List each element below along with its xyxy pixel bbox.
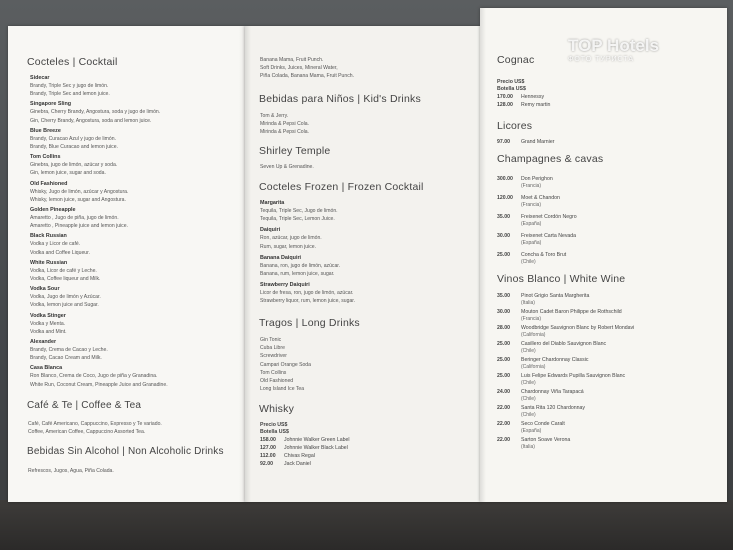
cocktail-description: Gin, Cherry Brandy, Angostura, soda and lemon juice.	[30, 117, 152, 124]
sin-alcohol-line: Refrescos, Jugos, Agua, Piña Colada.	[28, 468, 114, 474]
cocktail-item	[30, 127, 168, 151]
frozen-list	[260, 199, 355, 309]
origin: (Chile)	[521, 380, 536, 386]
whisky-item	[260, 444, 350, 452]
long-drink-item: Old Fashioned	[260, 378, 294, 385]
cocktail-description: Ron Blanco, Crema de Coco, Jugo de piña y Granadina.	[30, 373, 158, 380]
price: 35.00	[497, 214, 510, 220]
wine-item-row	[497, 340, 634, 348]
price: 300.00	[497, 176, 513, 182]
cocktail-name: Blue Breeze	[30, 127, 61, 134]
kids-line: Tom & Jerry.	[260, 113, 289, 119]
cocktail-description: Vodka y Licor de café.	[30, 241, 81, 248]
cocktail-description: White Run, Coconut Cream, Pineapple Juice and Granadine.	[30, 381, 168, 388]
champagne-item-row	[497, 194, 577, 202]
item-label: Sarton Soave Verona	[521, 437, 571, 443]
kids-line: Mirinda & Pepsi Cola.	[260, 121, 309, 128]
long-drink-item: Gin Tonic	[260, 337, 282, 343]
champagne-item-row	[497, 213, 577, 221]
whisky-item-row	[260, 436, 350, 444]
price: 22.00	[497, 405, 510, 411]
champagne-item-row	[497, 232, 577, 240]
whisky-item-row	[260, 444, 350, 452]
cocktail-item	[30, 180, 168, 204]
cocktail-description: Amaretto , Jugo de piña, jugo de limón.	[30, 215, 119, 222]
cocktail-name: Vodka Stinger	[30, 312, 66, 319]
cocktail-name: Sidecar	[30, 75, 50, 81]
origin: (Chile)	[521, 348, 536, 354]
cocktail-list	[30, 74, 168, 391]
origin: (Italia)	[521, 444, 535, 450]
frozen-description: Licor de fresa, ron, jugo de limón, azúcar.	[260, 290, 354, 297]
item-label: Woodbridge Sauvignon Blanc by Robert Mondavi	[521, 325, 635, 331]
price: 97.00	[497, 139, 510, 145]
price: 24.00	[497, 389, 510, 395]
price: 120.00	[497, 195, 513, 201]
price-header: Precio US$	[260, 422, 288, 428]
price: 92.00	[260, 461, 273, 467]
item-label: Seco Conde Caralt	[521, 421, 565, 427]
wine-item-row	[497, 324, 634, 332]
cocktail-description: Brandy, Crema de Cacao y Leche.	[30, 347, 108, 354]
top-line: Piña Colada, Banana Mama, Fruit Punch.	[260, 73, 355, 80]
champagne-item	[497, 213, 577, 228]
item-label: Concha & Toro Brut	[521, 252, 567, 258]
item-label: Beringer Chardonnay Classic	[521, 357, 589, 363]
cocktail-description: Vodka and Mint.	[30, 328, 67, 335]
origin: (Chile)	[521, 412, 536, 418]
cocktail-name: Old Fashioned	[30, 180, 68, 187]
cocktail-item	[30, 364, 168, 388]
origin: (California)	[521, 332, 546, 338]
item-label: Chivas Regal	[284, 453, 315, 459]
whisky-title: Whisky	[259, 403, 295, 415]
cafe-line: Coffee, American Coffee, Cappuccino Assorted Tea.	[28, 429, 146, 436]
price: 35.00	[497, 293, 510, 299]
long-drink-item: Tom Collins	[260, 369, 287, 376]
item-label: Luis Felipe Edwards Pupilla Sauvignon Blanc	[521, 373, 626, 379]
top-lines	[260, 56, 354, 81]
item-label: Hennessy	[521, 94, 545, 100]
licor-item-row	[497, 138, 554, 146]
item-label: Mouton Cadet Baron Philippe de Rothschild	[521, 309, 622, 315]
frozen-name: Banana Daiquiri	[260, 254, 302, 261]
item-label: Santa Rita 120 Chardonnay	[521, 405, 586, 411]
champagnes-list	[497, 175, 577, 270]
licores-list	[497, 138, 554, 146]
item-label: Grand Marnier	[521, 139, 555, 145]
price: 30.00	[497, 233, 510, 239]
cognac-header	[497, 79, 526, 93]
bottle-header: Botella US$	[497, 86, 526, 92]
price: 25.00	[497, 341, 510, 347]
kids-title: Bebidas para Niños | Kid's Drinks	[259, 93, 421, 105]
bottle-header: Botella US$	[260, 429, 289, 435]
frozen-description: Tequila, Triple Sec, Lemon Juice.	[260, 216, 335, 223]
cocktail-description: Whisky, Jugo de limón, azúcar y Angostura.	[30, 188, 129, 195]
cocktail-description: Amaretto , Pineapple juice and lemon juice.	[30, 223, 128, 230]
cocteles-title: Cocteles | Cocktail	[27, 56, 118, 68]
table-edge	[0, 500, 733, 550]
item-label: Pinot Grigio Santa Margherita	[521, 293, 590, 299]
price: 30.00	[497, 309, 510, 315]
item-label: Moet & Chandon	[521, 195, 560, 201]
cocktail-item	[30, 206, 168, 230]
watermark-main: TOP Hotels	[568, 36, 660, 55]
price: 170.00	[497, 94, 513, 100]
whisky-item-row	[260, 460, 350, 468]
price: 25.00	[497, 357, 510, 363]
wine-item	[497, 420, 634, 435]
long-drink-item: Campari Orange Soda	[260, 361, 311, 368]
wine-item	[497, 324, 634, 339]
origin: (Francia)	[521, 183, 542, 189]
frozen-description: Tequila, Triple Sec, Jugo de limón.	[260, 208, 338, 214]
cocktail-description: Brandy, Cacao Cream and Milk.	[30, 355, 102, 362]
cocktail-name: Casa Blanca	[30, 365, 63, 372]
cocktail-description: Vodka, lemon juice and Sugar.	[30, 302, 99, 309]
whisky-list	[260, 436, 350, 468]
menu-panel-middle	[245, 26, 480, 502]
frozen-description: Strawberry liquor, rum, lemon juice, sugar.	[260, 298, 356, 305]
cognac-item-row	[497, 93, 550, 101]
wine-item	[497, 436, 634, 451]
cocktail-description: Brandy, Triple Sec and lemon juice.	[30, 91, 110, 98]
price: 112.00	[260, 453, 276, 459]
cocktail-name: Tom Collins	[30, 154, 61, 161]
origin: (España)	[521, 240, 542, 246]
price: 128.00	[497, 102, 513, 108]
frozen-name: Margarita	[260, 200, 285, 206]
origin: (Francia)	[521, 202, 542, 208]
frozen-name: Daiquiri	[260, 227, 281, 234]
cocktail-item	[30, 100, 168, 124]
item-label: Remy martin	[521, 102, 551, 108]
origin: (España)	[521, 221, 542, 227]
whisky-header	[260, 422, 289, 436]
item-label: Chardonnay Viña Tarapacá	[521, 389, 584, 395]
licor-item	[497, 138, 554, 146]
item-label: Johnnie Walker Green Label	[284, 437, 350, 443]
cocktail-description: Ginebra, Cherry Brandy, Angostura, soda y jugo de limón.	[30, 109, 161, 116]
cocktail-item	[30, 259, 168, 283]
item-label: Don Perighon	[521, 176, 553, 182]
item-label: Freixenet Cordón Negro	[521, 214, 577, 220]
champagne-item-row	[497, 251, 577, 259]
price: 158.00	[260, 437, 276, 443]
licores-title: Licores	[497, 120, 533, 132]
wine-item-row	[497, 404, 634, 412]
frozen-item	[260, 199, 355, 223]
top-line: Soft Drinks, Juices, Mineral Water,	[260, 65, 338, 72]
cocktail-item	[30, 338, 168, 362]
watermark-sub: ФОТО ТУРИСТА	[568, 56, 635, 63]
cocktail-item	[30, 312, 168, 336]
item-label: Casillero del Diablo Sauvignon Blanc	[521, 341, 607, 347]
frozen-item	[260, 254, 355, 278]
cocktail-description: Gin, lemon juice, sugar and soda.	[30, 170, 106, 177]
sin-alcohol-title: Bebidas Sin Alcohol | Non Alcoholic Drinks	[27, 446, 224, 457]
vinos-list	[497, 292, 634, 452]
cognac-item-row	[497, 101, 550, 109]
cocktail-description: Vodka, Jugo de limón y Azúcar.	[30, 294, 101, 301]
whisky-item	[260, 436, 350, 444]
price-header: Precio US$	[497, 79, 525, 85]
wine-item	[497, 356, 634, 371]
price: 22.00	[497, 421, 510, 427]
cocktail-description: Ginebra, jugo de limón, azúcar y soda.	[30, 162, 118, 169]
long-title: Tragos | Long Drinks	[259, 317, 360, 329]
frozen-description: Rum, sugar, lemon juice.	[260, 243, 317, 250]
cognac-title: Cognac	[497, 54, 535, 66]
kids-line: Mirinda & Pepsi Cola.	[260, 129, 309, 136]
whisky-item-row	[260, 452, 350, 460]
frozen-description: Banana, rum, lemon juice, sugar.	[260, 271, 335, 278]
cocktail-name: Black Russian	[30, 233, 67, 240]
champagne-item	[497, 232, 577, 247]
price: 127.00	[260, 445, 276, 451]
champagne-item	[497, 251, 577, 266]
cafe-lines	[28, 420, 162, 436]
wine-item	[497, 308, 634, 323]
wine-item	[497, 340, 634, 355]
wine-item	[497, 372, 634, 387]
wine-item	[497, 388, 634, 403]
long-drink-item: Cuba Libre	[260, 345, 285, 352]
frozen-title: Cocteles Frozen | Frozen Cocktail	[259, 181, 424, 193]
wine-item-row	[497, 388, 634, 396]
frozen-description: Ron, azúcar, jugo de limón.	[260, 235, 322, 242]
frozen-item	[260, 226, 355, 250]
origin: (España)	[521, 428, 542, 434]
origin: (Chile)	[521, 396, 536, 402]
frozen-item	[260, 281, 355, 305]
price: 22.00	[497, 437, 510, 443]
champagnes-title: Champagnes & cavas	[497, 153, 604, 165]
wine-item	[497, 404, 634, 419]
frozen-name: Strawberry Daiquiri	[260, 282, 310, 289]
cafe-title: Café & Te | Coffee & Tea	[27, 400, 142, 411]
vinos-title: Vinos Blanco | White Wine	[497, 273, 626, 285]
cafe-line: Café, Café Americano, Cappuccino, Expresso y Te variado.	[28, 421, 162, 427]
cognac-item	[497, 101, 550, 109]
price: 28.00	[497, 325, 510, 331]
kids-lines	[260, 112, 309, 137]
item-label: Freixenet Carta Nevada	[521, 233, 577, 239]
top-line: Banana Mama, Fruit Punch.	[260, 57, 324, 63]
champagne-item	[497, 175, 577, 190]
cocktail-description: Vodka and Coffee Liqueur.	[30, 249, 90, 256]
cocktail-name: Golden Pineapple	[30, 207, 76, 214]
origin: (Italia)	[521, 300, 535, 306]
wine-item-row	[497, 356, 634, 364]
wine-item-row	[497, 436, 634, 444]
cocktail-description: Whisky, lemon juice, sugar and Angostura.	[30, 196, 126, 203]
cocktail-item	[30, 232, 168, 256]
cocktail-name: Alexander	[30, 339, 57, 346]
cocktail-name: Vodka Sour	[30, 286, 60, 293]
whisky-item	[260, 452, 350, 460]
cognac-item	[497, 93, 550, 101]
shirley-title: Shirley Temple	[259, 145, 331, 157]
cocktail-name: White Russian	[30, 259, 68, 266]
price: 25.00	[497, 373, 510, 379]
frozen-description: Banana, ron, jugo de limón, azúcar.	[260, 262, 341, 269]
price: 25.00	[497, 252, 510, 258]
origin: (California)	[521, 364, 546, 370]
cocktail-description: Vodka, Coffee liqueur and Milk.	[30, 276, 101, 283]
origin: (Chile)	[521, 259, 536, 265]
cocktail-description: Vodka y Menta.	[30, 320, 66, 327]
cocktail-item	[30, 153, 168, 177]
long-list	[260, 336, 311, 393]
long-drink-item: Long Island Ice Tea	[260, 386, 305, 393]
origin: (Francia)	[521, 316, 542, 322]
cocktail-description: Brandy, Blue Curacao and lemon juice.	[30, 144, 118, 151]
champagne-item-row	[497, 175, 577, 183]
cocktail-item	[30, 74, 168, 98]
long-drink-item: Screwdriver	[260, 353, 287, 360]
watermark-logo	[568, 36, 678, 84]
cocktail-description: Brandy, Curacao Azul y jugo de limón.	[30, 135, 116, 142]
cognac-list	[497, 93, 550, 109]
item-label: Jack Daniel	[284, 461, 311, 467]
fold-shadow	[245, 26, 251, 502]
menu-panel-left	[8, 26, 245, 502]
cocktail-description: Vodka, Licor de café y Leche.	[30, 267, 97, 274]
wine-item-row	[497, 292, 634, 300]
wine-item-row	[497, 420, 634, 428]
item-label: Johnnie Walker Black Label	[284, 445, 348, 451]
wine-item	[497, 292, 634, 307]
wine-item-row	[497, 308, 634, 316]
cocktail-description: Brandy, Triple Sec y jugo de limón.	[30, 83, 109, 89]
fold-shadow	[480, 8, 486, 502]
cocktail-item	[30, 285, 168, 309]
cocktail-name: Singapore Sling	[30, 101, 72, 108]
champagne-item	[497, 194, 577, 209]
whisky-item	[260, 460, 350, 468]
shirley-line: Seven Up & Grenadine.	[260, 164, 314, 170]
wine-item-row	[497, 372, 634, 380]
